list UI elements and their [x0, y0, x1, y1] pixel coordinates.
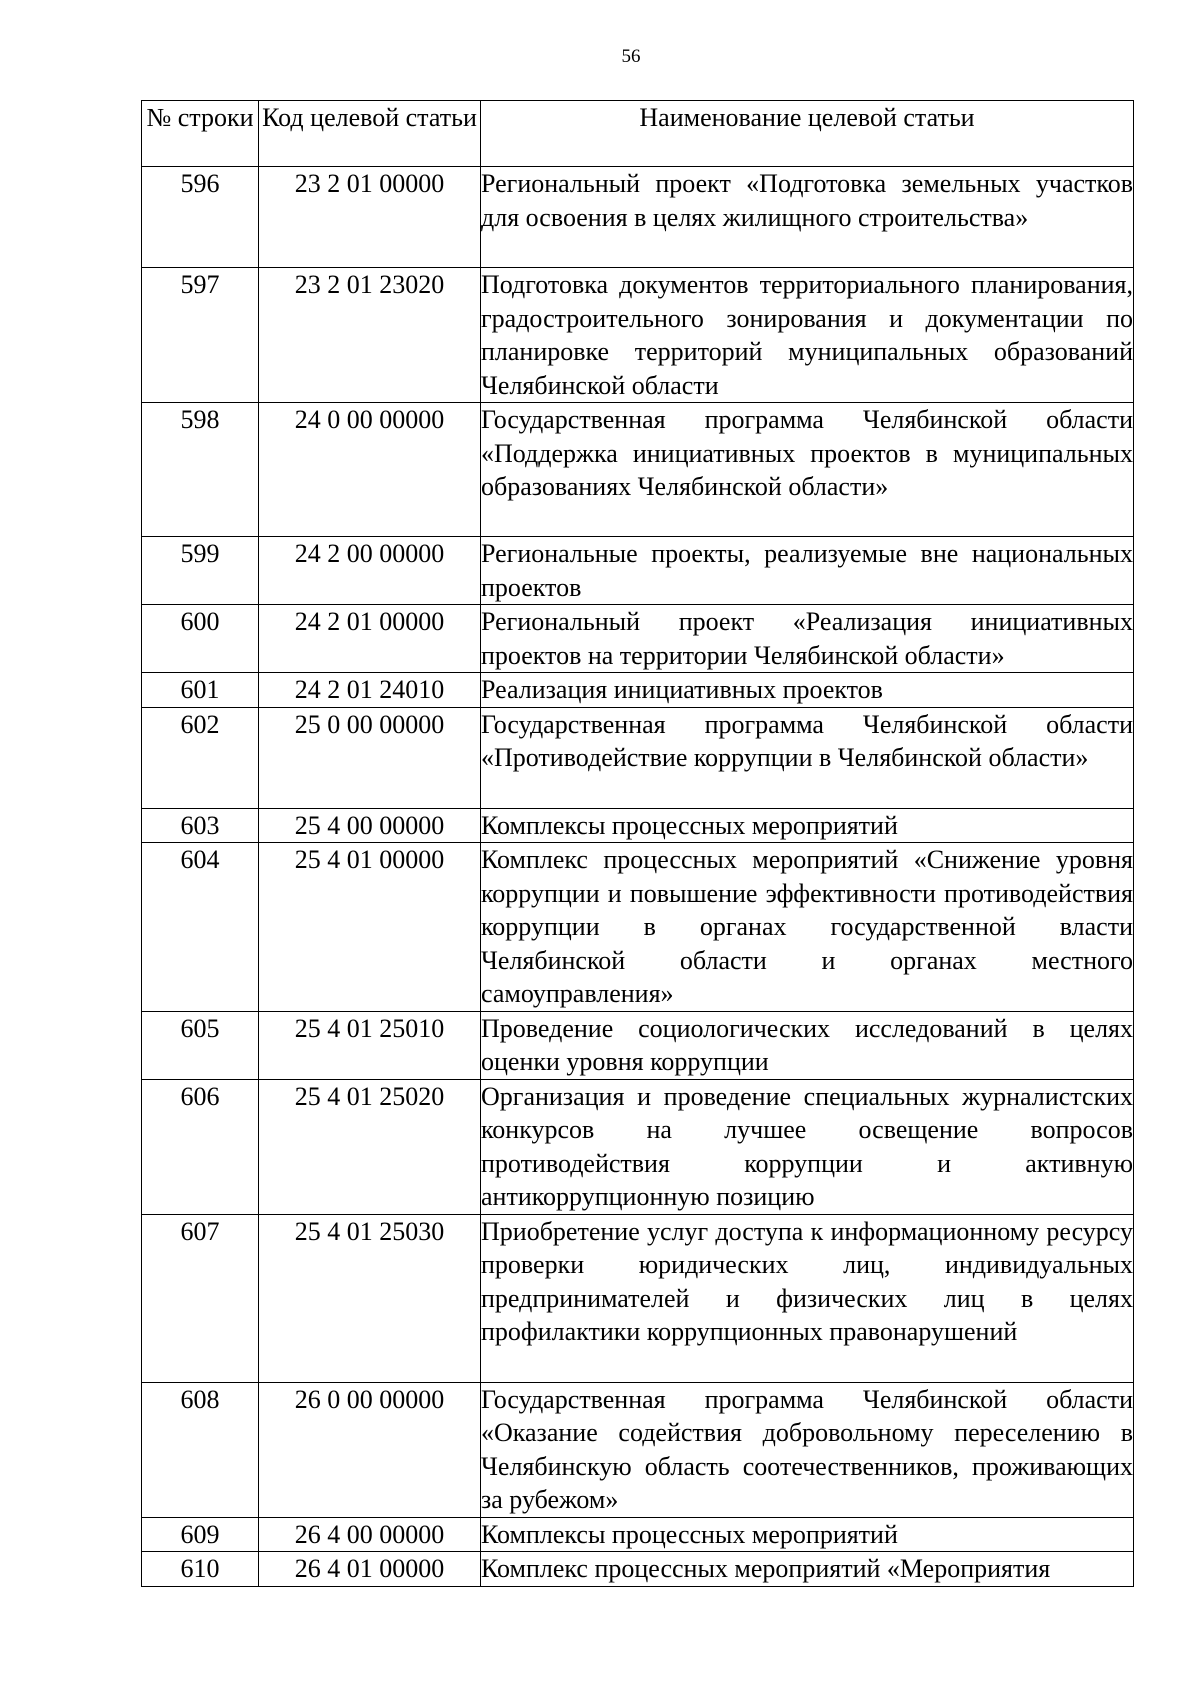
- row-number-cell: 607: [142, 1214, 259, 1382]
- target-items-table: [141, 100, 1134, 1587]
- table-row: [142, 1552, 1134, 1587]
- row-number-cell: 606: [142, 1079, 259, 1214]
- target-name-cell: Подготовка документов территориального планирования, градостроительного зонирования и документации по планировке территорий муниципальных образований Челябинской области: [481, 268, 1134, 403]
- row-number-cell: 605: [142, 1011, 259, 1079]
- table-row: [142, 707, 1134, 808]
- header-code: Код целевой статьи: [259, 101, 481, 167]
- table-row: [142, 537, 1134, 605]
- target-name-cell: Реализация инициативных проектов: [481, 673, 1134, 708]
- target-name-cell: Проведение социологических исследований в целях оценки уровня коррупции: [481, 1011, 1134, 1079]
- target-code-cell: 25 4 00 00000: [259, 808, 481, 843]
- target-name-cell: Государственная программа Челябинской области «Противодействие коррупции в Челябинской области»: [481, 707, 1134, 808]
- header-row-number: № строки: [142, 101, 259, 167]
- table-row: [142, 673, 1134, 708]
- table-row: [142, 403, 1134, 537]
- row-number-cell: 603: [142, 808, 259, 843]
- row-number-cell: 609: [142, 1517, 259, 1552]
- target-code-cell: 25 4 01 25030: [259, 1214, 481, 1382]
- row-number-cell: 599: [142, 537, 259, 605]
- table-row: [142, 1011, 1134, 1079]
- target-name-cell: Региональный проект «Реализация инициативных проектов на территории Челябинской области»: [481, 605, 1134, 673]
- table-header-row: [142, 101, 1134, 167]
- table-row: [142, 808, 1134, 843]
- target-name-cell: Приобретение услуг доступа к информационному ресурсу проверки юридических лиц, индивидуальных предпринимателей и физических лиц в целях профилактики коррупционных правонарушений: [481, 1214, 1134, 1382]
- target-code-cell: 24 2 00 00000: [259, 537, 481, 605]
- target-code-cell: 26 4 00 00000: [259, 1517, 481, 1552]
- table-row: [142, 843, 1134, 1012]
- target-name-cell: Региональные проекты, реализуемые вне национальных проектов: [481, 537, 1134, 605]
- target-code-cell: 23 2 01 00000: [259, 167, 481, 268]
- target-code-cell: 25 0 00 00000: [259, 707, 481, 808]
- page-number: 56: [621, 46, 641, 67]
- table-row: [142, 1079, 1134, 1214]
- target-code-cell: 25 4 01 00000: [259, 843, 481, 1012]
- target-name-cell: Комплекс процессных мероприятий «Мероприятия: [481, 1552, 1134, 1587]
- target-name-cell: Комплексы процессных мероприятий: [481, 808, 1134, 843]
- target-name-cell: Комплекс процессных мероприятий «Снижение уровня коррупции и повышение эффективности противодействия коррупции в органах государственной власти Челябинской области и органах местного самоуправления»: [481, 843, 1134, 1012]
- table-row: [142, 1214, 1134, 1382]
- row-number-cell: 604: [142, 843, 259, 1012]
- target-code-cell: 24 0 00 00000: [259, 403, 481, 537]
- row-number-cell: 598: [142, 403, 259, 537]
- target-name-cell: Региональный проект «Подготовка земельных участков для освоения в целях жилищного строительства»: [481, 167, 1134, 268]
- target-code-cell: 26 0 00 00000: [259, 1382, 481, 1517]
- row-number-cell: 597: [142, 268, 259, 403]
- row-number-cell: 610: [142, 1552, 259, 1587]
- target-name-cell: Комплексы процессных мероприятий: [481, 1517, 1134, 1552]
- target-code-cell: 24 2 01 24010: [259, 673, 481, 708]
- row-number-cell: 596: [142, 167, 259, 268]
- table-row: [142, 1382, 1134, 1517]
- table-row: [142, 268, 1134, 403]
- table-row: [142, 1517, 1134, 1552]
- target-code-cell: 24 2 01 00000: [259, 605, 481, 673]
- row-number-cell: 600: [142, 605, 259, 673]
- row-number-cell: 601: [142, 673, 259, 708]
- row-number-cell: 602: [142, 707, 259, 808]
- target-code-cell: 25 4 01 25010: [259, 1011, 481, 1079]
- table-row: [142, 167, 1134, 268]
- target-name-cell: Государственная программа Челябинской области «Поддержка инициативных проектов в муниципальных образованиях Челябинской области»: [481, 403, 1134, 537]
- target-code-cell: 23 2 01 23020: [259, 268, 481, 403]
- target-code-cell: 26 4 01 00000: [259, 1552, 481, 1587]
- target-name-cell: Государственная программа Челябинской области «Оказание содействия добровольному переселению в Челябинскую область соотечественников, проживающих за рубежом»: [481, 1382, 1134, 1517]
- table-row: [142, 605, 1134, 673]
- row-number-cell: 608: [142, 1382, 259, 1517]
- target-code-cell: 25 4 01 25020: [259, 1079, 481, 1214]
- header-name: Наименование целевой статьи: [481, 101, 1134, 167]
- target-name-cell: Организация и проведение специальных журналистских конкурсов на лучшее освещение вопросов противодействия коррупции и активную антикоррупционную позицию: [481, 1079, 1134, 1214]
